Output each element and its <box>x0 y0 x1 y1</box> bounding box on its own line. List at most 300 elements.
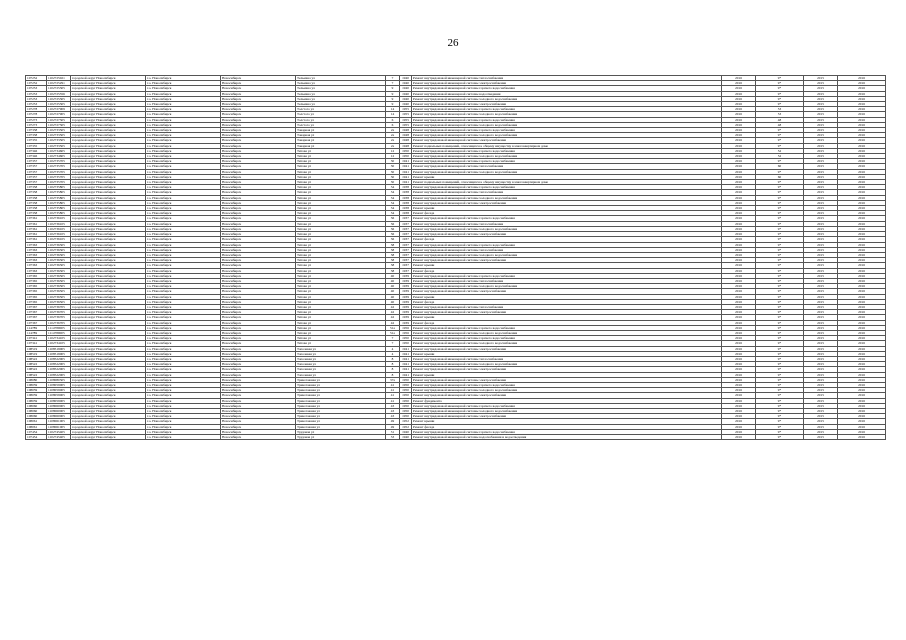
end-year-cell: 2016 <box>838 393 886 398</box>
end-year-cell: 2016 <box>838 122 886 127</box>
start-year-cell: 2015 <box>804 190 838 195</box>
build-year-cell: 1955 <box>400 107 412 112</box>
street-cell: Титова ул <box>296 190 386 195</box>
build-year-cell: 1938 <box>400 200 412 205</box>
plan-year-cell: 2016 <box>722 128 756 133</box>
municipality-cell: городской округ Новосибирск <box>71 86 146 91</box>
house-id-cell: 107341 <box>26 336 47 341</box>
street-cell: Титова ул <box>296 211 386 216</box>
end-year-cell: 2016 <box>838 180 886 185</box>
plan-year-cell: 2016 <box>722 86 756 91</box>
start-year-cell: 2015 <box>804 367 838 372</box>
plan-year-cell: 2016 <box>722 336 756 341</box>
settlement-cell: г.о. Новосибирск <box>146 206 221 211</box>
street-cell: Толстого ул <box>296 107 386 112</box>
municipality-cell: городской округ Новосибирск <box>71 263 146 268</box>
wear-cell: 9* <box>756 409 804 414</box>
house-id-cell: 107361 <box>26 216 47 221</box>
settlement-cell: г.о. Новосибирск <box>146 304 221 309</box>
house-number-cell: 37а <box>386 377 400 382</box>
city-cell: Новосибирск <box>221 336 296 341</box>
end-year-cell: 2016 <box>838 76 886 81</box>
city-cell: Новосибирск <box>221 237 296 242</box>
house-number-cell: 34 <box>386 195 400 200</box>
plan-year-cell: 2016 <box>722 398 756 403</box>
city-cell: Новосибирск <box>221 138 296 143</box>
house-number-cell: 31 <box>386 429 400 434</box>
wear-cell: 9* <box>756 216 804 221</box>
plan-year-cell: 2016 <box>722 299 756 304</box>
municipality-cell: городской округ Новосибирск <box>71 247 146 252</box>
house-number-cell: 14 <box>386 112 400 117</box>
street-cell: Тельмана ул <box>296 102 386 107</box>
end-year-cell: 2016 <box>838 237 886 242</box>
end-year-cell: 2016 <box>838 372 886 377</box>
municipality-cell: городской округ Новосибирск <box>71 273 146 278</box>
end-year-cell: 2016 <box>838 289 886 294</box>
street-cell: Трикотажная ул <box>296 398 386 403</box>
build-year-cell: 1939 <box>400 315 412 320</box>
wear-cell: 9* <box>756 180 804 185</box>
house-id-cell: 107363 <box>26 268 47 273</box>
settlement-cell: г.о. Новосибирск <box>146 362 221 367</box>
house-id-cell: 107365 <box>26 299 47 304</box>
city-cell: Новосибирск <box>221 341 296 346</box>
start-year-cell: 2015 <box>804 117 838 122</box>
wear-cell: 9* <box>756 289 804 294</box>
house-code-cell: 1102736305 <box>47 258 71 263</box>
build-year-cell: 1940 <box>400 429 412 434</box>
build-year-cell: 1937 <box>400 226 412 231</box>
start-year-cell: 2015 <box>804 107 838 112</box>
start-year-cell: 2015 <box>804 195 838 200</box>
municipality-cell: городской округ Новосибирск <box>71 299 146 304</box>
end-year-cell: 2016 <box>838 367 886 372</box>
house-number-cell: 8 <box>386 362 400 367</box>
start-year-cell: 2015 <box>804 263 838 268</box>
work-type-cell: Ремонт внутридомовой инженерной системы горячего водоснабжения <box>412 185 722 190</box>
settlement-cell: г.о. Новосибирск <box>146 211 221 216</box>
house-id-cell: 114789 <box>26 330 47 335</box>
house-id-cell: 107363 <box>26 258 47 263</box>
plan-year-cell: 2016 <box>722 81 756 86</box>
start-year-cell: 2015 <box>804 112 838 117</box>
house-id-cell: 107253 <box>26 91 47 96</box>
city-cell: Новосибирск <box>221 268 296 273</box>
house-id-cell: 107253 <box>26 102 47 107</box>
work-type-cell: Ремонт внутридомовой инженерной системы горячего водоснабжения <box>412 429 722 434</box>
house-number-cell: 43 <box>386 409 400 414</box>
start-year-cell: 2015 <box>804 377 838 382</box>
end-year-cell: 2016 <box>838 91 886 96</box>
work-type-cell: Ремонт внутридомовой инженерной системы холодного водоснабжения <box>412 195 722 200</box>
end-year-cell: 2016 <box>838 232 886 237</box>
city-cell: Новосибирск <box>221 154 296 159</box>
plan-year-cell: 2016 <box>722 185 756 190</box>
street-cell: Толстого ул <box>296 122 386 127</box>
house-id-cell: 108060 <box>26 409 47 414</box>
plan-year-cell: 2016 <box>722 284 756 289</box>
house-code-cell: 1102725291 <box>47 81 71 86</box>
street-cell: Титова ул <box>296 242 386 247</box>
end-year-cell: 2016 <box>838 143 886 148</box>
settlement-cell: г.о. Новосибирск <box>146 382 221 387</box>
house-number-cell: 38 <box>386 258 400 263</box>
settlement-cell: г.о. Новосибирск <box>146 190 221 195</box>
settlement-cell: г.о. Новосибирск <box>146 294 221 299</box>
work-type-cell: Ремонт фундамента <box>412 398 722 403</box>
house-code-cell: 1114789005 <box>47 325 71 330</box>
end-year-cell: 2016 <box>838 419 886 424</box>
city-cell: Новосибирск <box>221 356 296 361</box>
street-cell: Тельмана ул <box>296 76 386 81</box>
plan-year-cell: 2016 <box>722 252 756 257</box>
street-cell: Титова ул <box>296 294 386 299</box>
house-id-cell: 107346 <box>26 148 47 153</box>
house-code-cell: 1102735705 <box>47 164 71 169</box>
end-year-cell: 2016 <box>838 315 886 320</box>
house-number-cell: 7 <box>386 341 400 346</box>
start-year-cell: 2015 <box>804 356 838 361</box>
plan-year-cell: 2016 <box>722 200 756 205</box>
settlement-cell: г.о. Новосибирск <box>146 346 221 351</box>
municipality-cell: городской округ Новосибирск <box>71 382 146 387</box>
house-code-cell: 1102736105 <box>47 221 71 226</box>
municipality-cell: городской округ Новосибирск <box>71 226 146 231</box>
house-id-cell: 107252 <box>26 81 47 86</box>
start-year-cell: 2015 <box>804 76 838 81</box>
plan-year-cell: 2016 <box>722 273 756 278</box>
house-code-cell: 1102736305 <box>47 252 71 257</box>
wear-cell: 9* <box>756 388 804 393</box>
end-year-cell: 2016 <box>838 206 886 211</box>
house-code-cell: 1102745405 <box>47 435 71 440</box>
start-year-cell: 2015 <box>804 351 838 356</box>
build-year-cell: 1939 <box>400 294 412 299</box>
settlement-cell: г.о. Новосибирск <box>146 315 221 320</box>
street-cell: Титова ул <box>296 185 386 190</box>
end-year-cell: 2016 <box>838 159 886 164</box>
house-code-cell: 1102735705 <box>47 159 71 164</box>
end-year-cell: 2016 <box>838 377 886 382</box>
wear-cell: 48 <box>756 122 804 127</box>
plan-year-cell: 2016 <box>722 226 756 231</box>
house-number-cell: 2а <box>386 143 400 148</box>
start-year-cell: 2015 <box>804 148 838 153</box>
plan-year-cell: 2016 <box>722 117 756 122</box>
plan-year-cell: 2016 <box>722 258 756 263</box>
start-year-cell: 2015 <box>804 419 838 424</box>
house-id-cell: 107358 <box>26 195 47 200</box>
city-cell: Новосибирск <box>221 294 296 299</box>
wear-cell: 9* <box>756 211 804 216</box>
start-year-cell: 2015 <box>804 398 838 403</box>
plan-year-cell: 2016 <box>722 102 756 107</box>
build-year-cell: 1940 <box>400 86 412 91</box>
house-number-cell: 43 <box>386 414 400 419</box>
end-year-cell: 2016 <box>838 221 886 226</box>
end-year-cell: 2016 <box>838 268 886 273</box>
city-cell: Новосибирск <box>221 128 296 133</box>
end-year-cell: 2016 <box>838 107 886 112</box>
work-type-cell: Ремонт внутридомовой инженерной системы холодного водоснабжения <box>412 154 722 159</box>
work-type-cell: Ремонт внутридомовой инженерной системы холодного водоснабжения <box>412 362 722 367</box>
municipality-cell: городской округ Новосибирск <box>71 237 146 242</box>
street-cell: Титова ул <box>296 304 386 309</box>
street-cell: Титова ул <box>296 237 386 242</box>
work-type-cell: Ремонт внутридомовой инженерной системы теплоснабжения <box>412 76 722 81</box>
house-number-cell: 9 <box>386 102 400 107</box>
settlement-cell: г.о. Новосибирск <box>146 419 221 424</box>
start-year-cell: 2015 <box>804 154 838 159</box>
municipality-cell: городской округ Новосибирск <box>71 232 146 237</box>
house-number-cell: 9 <box>386 91 400 96</box>
start-year-cell: 2015 <box>804 96 838 101</box>
wear-cell: 9* <box>756 96 804 101</box>
house-id-cell: 107361 <box>26 226 47 231</box>
house-number-cell: 38 <box>386 242 400 247</box>
municipality-cell: городской округ Новосибирск <box>71 362 146 367</box>
house-id-cell: 107361 <box>26 237 47 242</box>
city-cell: Новосибирск <box>221 112 296 117</box>
start-year-cell: 2015 <box>804 403 838 408</box>
work-type-cell: Ремонт крыши <box>412 351 722 356</box>
municipality-cell: городской округ Новосибирск <box>71 278 146 283</box>
plan-year-cell: 2016 <box>722 351 756 356</box>
street-cell: Товарная ул <box>296 128 386 133</box>
house-code-cell: 1102735705 <box>47 174 71 179</box>
municipality-cell: городской округ Новосибирск <box>71 148 146 153</box>
street-cell: Титова ул <box>296 221 386 226</box>
street-cell: Титова ул <box>296 263 386 268</box>
house-number-cell: 38 <box>386 263 400 268</box>
build-year-cell: 1937 <box>400 252 412 257</box>
house-code-cell: 1114789005 <box>47 330 71 335</box>
street-cell: Титова ул <box>296 341 386 346</box>
work-type-cell: Ремонт внутридомовой инженерной системы теплоснабжения <box>412 221 722 226</box>
start-year-cell: 2015 <box>804 382 838 387</box>
start-year-cell: 2015 <box>804 278 838 283</box>
house-number-cell: 14 <box>386 107 400 112</box>
house-code-cell: 1108080305 <box>47 377 71 382</box>
wear-cell: 9* <box>756 128 804 133</box>
settlement-cell: г.о. Новосибирск <box>146 336 221 341</box>
settlement-cell: г.о. Новосибирск <box>146 221 221 226</box>
municipality-cell: городской округ Новосибирск <box>71 356 146 361</box>
settlement-cell: г.о. Новосибирск <box>146 435 221 440</box>
work-type-cell: Ремонт внутридомовой инженерной системы электроснабжения <box>412 102 722 107</box>
plan-year-cell: 2016 <box>722 216 756 221</box>
settlement-cell: г.о. Новосибирск <box>146 107 221 112</box>
plan-year-cell: 2016 <box>722 435 756 440</box>
work-type-cell: Ремонт внутридомовой инженерной системы электроснабжения <box>412 232 722 237</box>
house-id-cell: 107253 <box>26 96 47 101</box>
end-year-cell: 2016 <box>838 138 886 143</box>
house-id-cell: 107357 <box>26 174 47 179</box>
street-cell: Тельмана ул <box>296 81 386 86</box>
house-number-cell: 36 <box>386 221 400 226</box>
work-type-cell: Ремонт внутридомовой инженерной системы электроснабжения <box>412 138 722 143</box>
build-year-cell: 1948 <box>400 128 412 133</box>
wear-cell: 9* <box>756 351 804 356</box>
work-type-cell: Ремонт внутридомовой инженерной системы электроснабжения <box>412 289 722 294</box>
municipality-cell: городской округ Новосибирск <box>71 117 146 122</box>
start-year-cell: 2015 <box>804 216 838 221</box>
start-year-cell: 2015 <box>804 138 838 143</box>
house-number-cell: 41 <box>386 398 400 403</box>
house-number-cell: 8 <box>386 367 400 372</box>
capital-repair-table <box>25 75 886 440</box>
build-year-cell: 1937 <box>400 216 412 221</box>
house-id-cell: 108060 <box>26 414 47 419</box>
start-year-cell: 2015 <box>804 388 838 393</box>
house-code-cell: 1102736505 <box>47 278 71 283</box>
plan-year-cell: 2016 <box>722 76 756 81</box>
settlement-cell: г.о. Новосибирск <box>146 398 221 403</box>
end-year-cell: 2016 <box>838 247 886 252</box>
build-year-cell: 1948 <box>400 138 412 143</box>
house-number-cell: 30 <box>386 169 400 174</box>
house-code-cell: 1102736305 <box>47 263 71 268</box>
house-number-cell: 41 <box>386 393 400 398</box>
start-year-cell: 2015 <box>804 133 838 138</box>
house-number-cell: 36 <box>386 232 400 237</box>
house-code-cell: 1102736705 <box>47 320 71 325</box>
start-year-cell: 2015 <box>804 102 838 107</box>
build-year-cell: 1950 <box>400 341 412 346</box>
house-code-cell: 1102733505 <box>47 133 71 138</box>
house-id-cell: 107365 <box>26 278 47 283</box>
build-year-cell: 1938 <box>400 185 412 190</box>
house-id-cell: 107357 <box>26 159 47 164</box>
city-cell: Новосибирск <box>221 232 296 237</box>
city-cell: Новосибирск <box>221 372 296 377</box>
plan-year-cell: 2016 <box>722 169 756 174</box>
street-cell: Товарная ул <box>296 143 386 148</box>
house-code-cell: 1108519005 <box>47 351 71 356</box>
work-type-cell: Ремонт внутридомовой инженерной системы холодного водоснабжения <box>412 388 722 393</box>
end-year-cell: 2016 <box>838 325 886 330</box>
city-cell: Новосибирск <box>221 362 296 367</box>
wear-cell: 9* <box>756 169 804 174</box>
start-year-cell: 2015 <box>804 232 838 237</box>
street-cell: Трикотажная ул <box>296 377 386 382</box>
work-type-cell: Ремонт внутридомовой инженерной системы горячего водоснабжения <box>412 107 722 112</box>
work-type-cell: Ремонт внутридомовой инженерной системы электроснабжения <box>412 200 722 205</box>
municipality-cell: городской округ Новосибирск <box>71 372 146 377</box>
build-year-cell: 1939 <box>400 289 412 294</box>
end-year-cell: 2016 <box>838 435 886 440</box>
plan-year-cell: 2016 <box>722 138 756 143</box>
settlement-cell: г.о. Новосибирск <box>146 367 221 372</box>
wear-cell: 9* <box>756 294 804 299</box>
plan-year-cell: 2016 <box>722 263 756 268</box>
house-code-cell: 1108060005 <box>47 414 71 419</box>
plan-year-cell: 2016 <box>722 278 756 283</box>
settlement-cell: г.о. Новосибирск <box>146 180 221 185</box>
work-type-cell: Ремонт внутридомовой инженерной системы холодного водоснабжения <box>412 133 722 138</box>
end-year-cell: 2016 <box>838 299 886 304</box>
house-id-cell: 107338 <box>26 128 47 133</box>
plan-year-cell: 2016 <box>722 159 756 164</box>
build-year-cell: 1950 <box>400 403 412 408</box>
municipality-cell: городской округ Новосибирск <box>71 159 146 164</box>
street-cell: Трикотажная ул <box>296 414 386 419</box>
street-cell: Титова ул <box>296 258 386 263</box>
work-type-cell: Ремонт внутридомовой инженерной системы теплоснабжения <box>412 278 722 283</box>
work-type-cell: Ремонт внутридомовой инженерной системы электроснабжения <box>412 310 722 315</box>
municipality-cell: городской округ Новосибирск <box>71 211 146 216</box>
work-type-cell: Ремонт внутридомовой инженерной системы холодного водоснабжения <box>412 252 722 257</box>
house-id-cell: 107273 <box>26 122 47 127</box>
city-cell: Новосибирск <box>221 414 296 419</box>
house-id-cell: 108519 <box>26 351 47 356</box>
house-number-cell: 9 <box>386 86 400 91</box>
settlement-cell: г.о. Новосибирск <box>146 414 221 419</box>
end-year-cell: 2016 <box>838 341 886 346</box>
house-number-cell: 34 <box>386 206 400 211</box>
house-id-cell: 107358 <box>26 185 47 190</box>
plan-year-cell: 2016 <box>722 429 756 434</box>
city-cell: Новосибирск <box>221 330 296 335</box>
house-code-cell: 1102736505 <box>47 289 71 294</box>
settlement-cell: г.о. Новосибирск <box>146 299 221 304</box>
build-year-cell: 1941 <box>400 367 412 372</box>
work-type-cell: Ремонт внутридомовой инженерной системы водоснабжения и водоотведения <box>412 435 722 440</box>
house-number-cell: 34 <box>386 185 400 190</box>
house-number-cell: 4 <box>386 351 400 356</box>
settlement-cell: г.о. Новосибирск <box>146 226 221 231</box>
street-cell: Титова ул <box>296 164 386 169</box>
city-cell: Новосибирск <box>221 169 296 174</box>
wear-cell: 9* <box>756 143 804 148</box>
work-type-cell: Ремонт внутридомовой инженерной системы горячего водоснабжения <box>412 128 722 133</box>
city-cell: Новосибирск <box>221 122 296 127</box>
house-id-cell: 108061 <box>26 424 47 429</box>
house-id-cell: 108059 <box>26 388 47 393</box>
build-year-cell: 1940 <box>400 102 412 107</box>
work-type-cell: Ремонт внутридомовой инженерной системы холодного водоснабжения <box>412 341 722 346</box>
house-code-cell: 1102733505 <box>47 128 71 133</box>
house-number-cell: 43 <box>386 403 400 408</box>
build-year-cell: 1938 <box>400 190 412 195</box>
city-cell: Новосибирск <box>221 304 296 309</box>
settlement-cell: г.о. Новосибирск <box>146 133 221 138</box>
plan-year-cell: 2016 <box>722 320 756 325</box>
work-type-cell: Ремонт внутридомовой инженерной системы горячего водоснабжения <box>412 86 722 91</box>
street-cell: Тополевая ул <box>296 351 386 356</box>
build-year-cell: 1941 <box>400 174 412 179</box>
city-cell: Новосибирск <box>221 86 296 91</box>
end-year-cell: 2016 <box>838 190 886 195</box>
build-year-cell: 1950 <box>400 336 412 341</box>
settlement-cell: г.о. Новосибирск <box>146 159 221 164</box>
wear-cell: 9* <box>756 320 804 325</box>
house-number-cell: 40 <box>386 294 400 299</box>
table-body <box>26 76 886 440</box>
wear-cell: 9* <box>756 310 804 315</box>
build-year-cell: 1941 <box>400 362 412 367</box>
start-year-cell: 2015 <box>804 252 838 257</box>
city-cell: Новосибирск <box>221 206 296 211</box>
city-cell: Новосибирск <box>221 273 296 278</box>
municipality-cell: городской округ Новосибирск <box>71 304 146 309</box>
settlement-cell: г.о. Новосибирск <box>146 377 221 382</box>
street-cell: Тополевая ул <box>296 362 386 367</box>
work-type-cell: Ремонт внутридомовой инженерной системы электроснабжения <box>412 414 722 419</box>
house-code-cell: 1102727909 <box>47 107 71 112</box>
plan-year-cell: 2016 <box>722 372 756 377</box>
